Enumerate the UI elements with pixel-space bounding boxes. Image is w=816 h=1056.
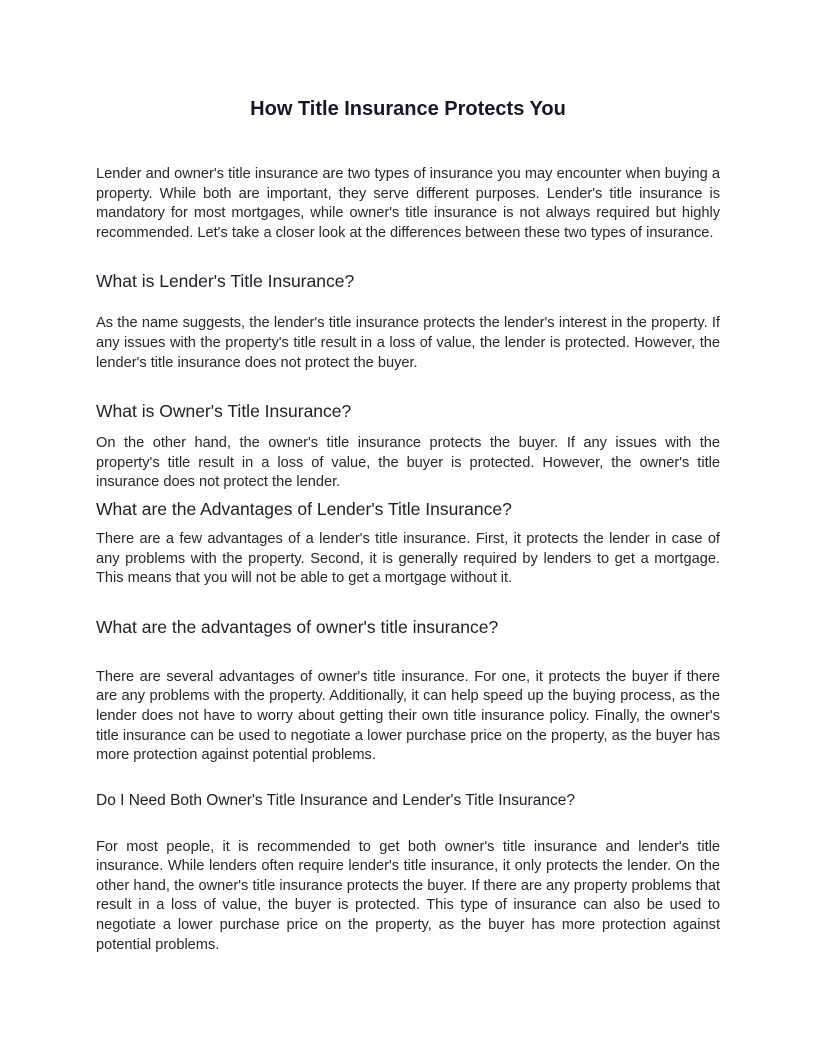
section-heading: What are the Advantages of Lender's Title Insurance? [96,498,512,519]
section-heading: What are the advantages of owner's title insurance? [96,616,499,637]
page-title: How Title Insurance Protects You [250,98,566,120]
section-owners-insurance [96,401,720,493]
intro-paragraph: Lender and owner's title insurance are two types of insurance you may encounter when buying a property. While both are important, they serve different purposes. Lender's title insurance is mandatory for most mortgages, while owner's title insurance is not always required but highly recommended. Let's take a closer look at the differences between these two types of insurance. [96,166,720,241]
section-heading: Do I Need Both Owner's Title Insurance and Lender's Title Insurance? [96,791,575,809]
section-paragraph: There are several advantages of owner's title insurance. For one, it protects the buyer if there are any problems with the property. Additionally, it can help speed up the buying process, as the lender does not have to worry about getting their own title insurance policy. Finally, the owner's title insurance can be used to negotiate a lower purchase price on the property, as the buyer has more protection against potential problems. [96,668,720,764]
section-lenders-insurance [96,271,720,373]
section-paragraph: As the name suggests, the lender's title insurance protects the lender's interest in the property. If any issues with the property's title result in a loss of value, the lender is protected. However, the lender's title insurance does not protect the buyer. [96,315,720,371]
section-heading: What is Lender's Title Insurance? [96,271,355,292]
section-need-both [96,792,720,956]
section-lenders-advantages [96,499,720,589]
section-heading: What is Owner's Title Insurance? [96,401,352,422]
section-paragraph: On the other hand, the owner's title insurance protects the buyer. If any issues with the property's title result in a loss of value, the buyer is protected. However, the owner's title insurance does not protect the lender. [96,435,720,491]
section-paragraph: For most people, it is recommended to get both owner's title insurance and lender's title insurance. While lenders often require lender's title insurance, it only protects the lender. On the other hand, the owner's title insurance protects the buyer. If there are any property problems that result in a loss of value, the buyer is protected. This type of insurance can also be used to negotiate a lower purchase price on the property, as the buyer has more protection against potential problems. [96,838,720,953]
section-paragraph: There are a few advantages of a lender's title insurance. First, it protects the lender in case of any problems with the property. Second, it is generally required by lenders to get a mortgage. This means that you will not be able to get a mortgage without it. [96,530,720,587]
section-owners-advantages [96,617,720,766]
